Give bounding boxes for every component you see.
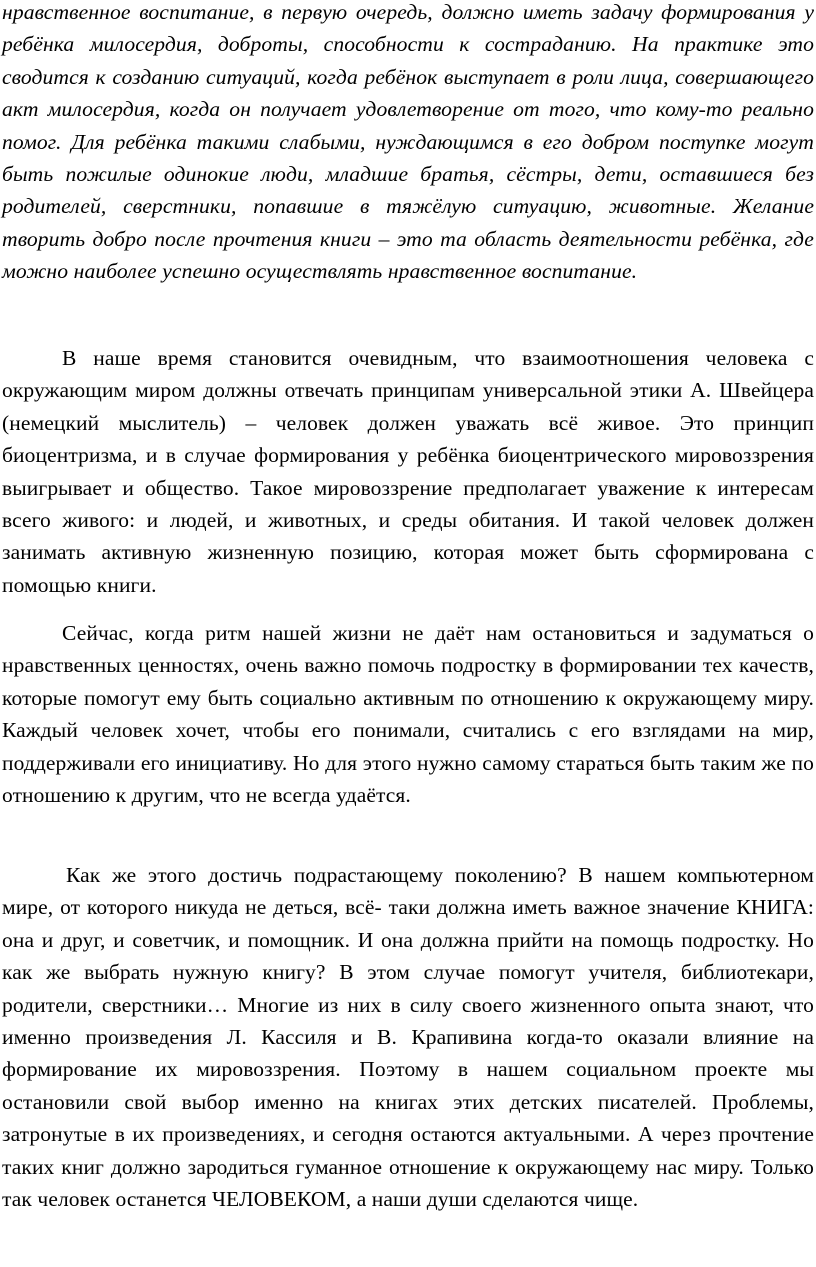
paragraph-universal-ethics: В наше время становится очевидным, что взаимоотношения человека с окружающим миром должны отвечать принципам универсальной этики А. Швейцера (немецкий мыслитель) – человек должен уважать всё живое. Это принцип биоцентризма, и в случае формирования у ребёнка биоцентрического мировоззрения выигрывает и общество. Такое мировоззрение предполагает уважение к интересам всего живого: и людей, и животных, и среды обитания. И такой человек должен занимать активную жизненную позицию, которая может быть сформирована с помощью книги. [2,346,814,597]
paragraph-book-importance: Как же этого достичь подрастающему поколению? В нашем компьютерном мире, от которого никуда не деться, всё- таки должна иметь важное значение КНИГА: она и друг, и советчик, и помощник. И она должна прийти на помощь подростку. Но как же выбрать нужную книгу? В этом случае помогут учителя, библиотекари, родители, сверстники… Многие из них в силу своего жизненного опыта знают, что именно произведения Л. Кассиля и В. Крапивина когда-то оказали влияние на формирование их мировоззрения. Поэтому в нашем социальном проекте мы остановили свой выбор именно на книгах этих детских писателей. Проблемы, затронутые в их произведениях, и сегодня остаются актуальными. А через прочтение таких книг должно зародиться гуманное отношение к окружающему нас миру. Только так человек останется ЧЕЛОВЕКОМ, а наши души сделаются чище. [2,863,814,1212]
paragraph-italic-intro: нравственное воспитание, в первую очередь, должно иметь задачу формирования у ребёнка милосердия, доброты, способности к состраданию. На практике это сводится к созданию ситуаций, когда ребёнок выступает в роли лица, совершающего акт милосердия, когда он получает удовлетворение от того, что кому-то реально помог. Для ребёнка такими слабыми, нуждающимся в его добром поступке могут быть пожилые одинокие люди, младшие братья, сёстры, дети, оставшиеся без родителей, сверстники, попавшие в тяжёлую ситуацию, животные. Желание творить добро после прочтения книги – это та область деятельности ребёнка, где можно наиболее успешно осуществлять нравственное воспитание. [2,0,814,284]
paragraph-moral-values: Сейчас, когда ритм нашей жизни не даёт нам остановиться и задуматься о нравственных ценностях, очень важно помочь подростку в формировании тех качеств, которые помогут ему быть социально активным по отношению к окружающему миру. Каждый человек хочет, чтобы его понимали, считались с его взглядами на мир, поддерживали его инициативу. Но для этого нужно самому стараться быть таким же по отношению к другим, что не всегда удаётся. [2,621,814,808]
